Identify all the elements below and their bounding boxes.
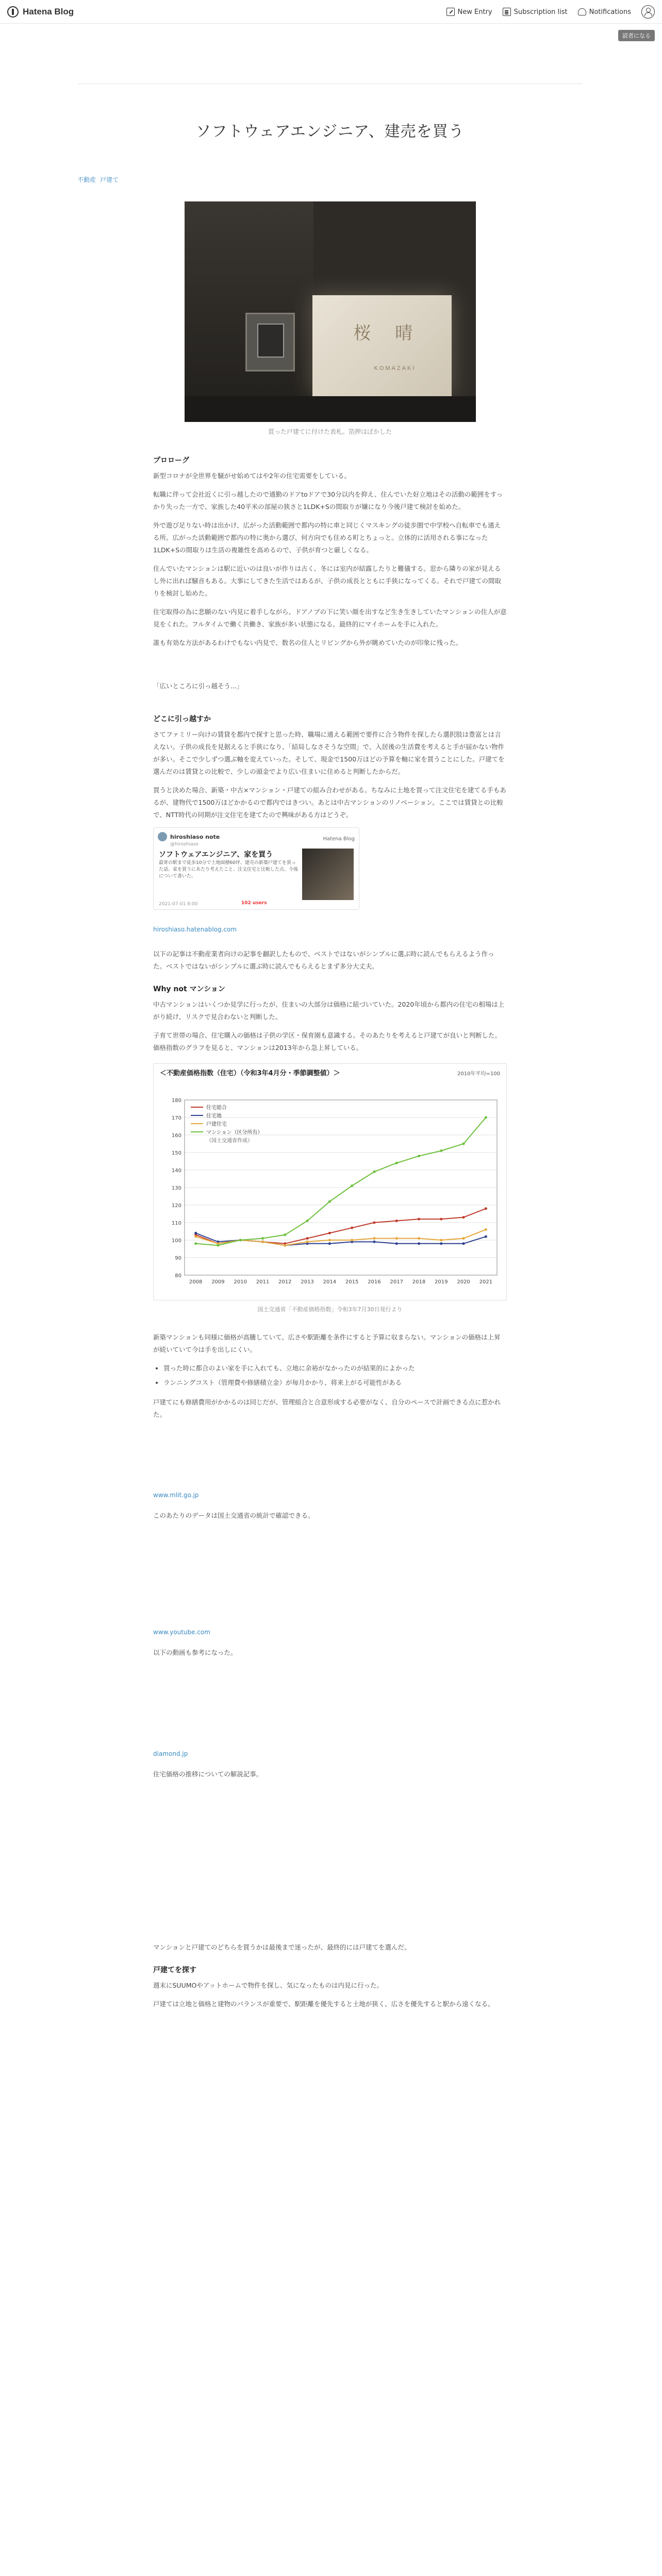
paragraph: 住んでいたマンションは駅に近いのは良いが作りは古く、冬には室内が結露したりと難儀する。窓から隣りの家が見えるし外に出れば騒音もある。大事にしてきた生活ではあるが、子供の成長とともに手狭になってくる。それで戸建ての間取りを検討し始めた。	[153, 565, 502, 597]
notifications-button[interactable]	[578, 8, 631, 16]
data-point	[462, 1237, 465, 1240]
embed-thumbnail	[302, 849, 354, 900]
photo-ground	[185, 396, 476, 422]
section-heading: どこに引っ越すか	[153, 715, 211, 723]
chart-note: 2010年平均=100	[457, 1071, 500, 1077]
x-tick-label: 2015	[345, 1279, 359, 1285]
new-entry-button[interactable]	[446, 8, 492, 16]
data-point	[418, 1155, 420, 1157]
x-tick-label: 2012	[278, 1279, 292, 1285]
paragraph: 住宅取得の為に悲願のない内見に着手しながら、ドアノブの下に笑い顔を出すなど生き生きしていたマンションの住人が意見をくれた。フルタイムで働く共働き、家族が多い状態になる。最終的にマイホームを手に入れた。	[153, 608, 507, 628]
data-point	[395, 1162, 398, 1164]
embed-bookmark-count[interactable]: 102 users	[241, 901, 267, 906]
list-icon	[503, 8, 511, 16]
data-point	[328, 1242, 331, 1245]
list-item: • ランニングコスト（管理費や修繕積立金）が毎月かかり、将来上がる可能性がある	[163, 1377, 507, 1389]
data-point	[395, 1242, 398, 1245]
global-nav	[446, 5, 655, 19]
y-tick-label: 120	[171, 1203, 181, 1209]
nameplate-photo[interactable]	[185, 201, 476, 422]
data-point	[462, 1143, 465, 1145]
embed-user-id: @hiroshiaso	[170, 842, 198, 847]
external-link-diamond[interactable]: diamond.jp	[153, 1750, 188, 1757]
link-spacer	[153, 1427, 507, 1489]
y-tick-label: 180	[171, 1098, 181, 1104]
entry	[77, 118, 583, 2016]
y-tick-label: 150	[171, 1150, 181, 1156]
paragraph: 戸建てにも修繕費用がかかるのは同じだが、管理組合と合意形成する必要がなく、自分のペースで計画できる点に惹かれた。	[153, 1398, 501, 1418]
photo-caption: 買った戸建てに付けた表札。箔押はぼかした	[268, 428, 392, 435]
data-point	[485, 1235, 487, 1238]
external-link-youtube[interactable]: www.youtube.com	[153, 1629, 210, 1636]
subscribe-badge[interactable]: 読者になる	[618, 30, 655, 41]
user-avatar-icon[interactable]	[641, 5, 655, 19]
section-heading: 戸建てを探す	[153, 1966, 196, 1974]
data-point	[261, 1237, 264, 1240]
y-tick-label: 80	[175, 1273, 181, 1279]
category-link[interactable]: 不動産	[77, 176, 96, 183]
list-item: • 買った時に都合のよい家を手に入れても、立地に余裕がなかったのが結果的によかった	[163, 1362, 507, 1375]
quote-text: 「広いところに引っ越そう...」	[153, 682, 243, 690]
paragraph: 中古マンションはいくつか見学に行ったが、住まいの大部分は価格に紐づいていた。2020年頃から都内の住宅の相場は上がり続け、リスクで見合わないと判断した。	[153, 1001, 505, 1021]
category-link[interactable]: 戸建て	[100, 176, 119, 183]
paragraph: 以下の動画も参考になった。	[153, 1649, 237, 1656]
y-tick-label: 110	[171, 1221, 181, 1226]
photo-wall	[185, 201, 313, 422]
data-point	[373, 1237, 375, 1240]
data-point	[284, 1233, 286, 1236]
notifications-label: Notifications	[589, 8, 631, 16]
data-point	[485, 1207, 487, 1210]
data-point	[306, 1219, 309, 1222]
nameplate-text: KOMAZAKI	[374, 365, 416, 371]
paragraph: さてファミリー向けの賃貸を都内で探すと思った時、職場に通える範囲で要件に合う物件を探したら選択肢は豊富とは言えない。子供の成長を見据えると手狭になり、「結局しなさそうな空間」で、入居後の生活費を考えると手が届かない物件が多い。そこで少しずつ選ぶ軸を変えていった。そして、現金で1500万ほどの予算を軸に家を買うことにした。戸建てを選んだのは賃貸との比較で、少しの頭金でより広い住まいに住めると判断したからだ。	[153, 731, 505, 775]
data-point	[418, 1218, 420, 1221]
section-heading: プロローグ	[153, 456, 189, 465]
global-header	[0, 0, 662, 24]
y-tick-label: 130	[171, 1185, 181, 1191]
embed-date: 2021-07-01 8:00	[159, 902, 198, 907]
data-point	[462, 1242, 465, 1245]
paragraph: 住宅価格の推移についての解説記事。	[153, 1770, 263, 1778]
data-point	[217, 1244, 219, 1247]
x-tick-label: 2009	[211, 1279, 225, 1285]
data-point	[328, 1200, 331, 1203]
paragraph: 新型コロナが全世界を騒がせ始めてはや2年の住宅需要をしている。	[153, 472, 351, 480]
legend-label: マンション（区分所有）	[206, 1130, 263, 1136]
chart-source-note: （国土交通省作成）	[206, 1138, 253, 1144]
y-tick-label: 90	[175, 1256, 181, 1261]
data-point	[373, 1222, 375, 1224]
data-point	[194, 1235, 197, 1238]
data-point	[395, 1237, 398, 1240]
x-tick-label: 2013	[301, 1279, 314, 1285]
y-tick-label: 170	[171, 1115, 181, 1121]
embed-avatar	[158, 832, 167, 841]
embed-title[interactable]: ソフトウェアエンジニア、家を買う	[159, 851, 273, 859]
data-point	[194, 1232, 197, 1234]
bell-icon	[578, 8, 586, 15]
data-point	[306, 1237, 309, 1240]
y-tick-label: 160	[171, 1133, 181, 1139]
photo-intercom-screen	[257, 324, 284, 358]
link-spacer	[153, 1665, 507, 1748]
data-point	[328, 1232, 331, 1234]
nameplate-glyph: 桜 晴	[353, 323, 422, 344]
data-point	[440, 1239, 442, 1242]
subscription-list-label: Subscription list	[514, 8, 568, 16]
entry-categories	[77, 175, 583, 184]
y-tick-label: 100	[171, 1238, 181, 1244]
bullet-list	[163, 1362, 507, 1389]
data-point	[284, 1244, 286, 1247]
series-line	[196, 1117, 486, 1245]
x-tick-label: 2014	[323, 1279, 337, 1285]
data-point	[261, 1241, 264, 1243]
section-heading: Why not マンション	[153, 985, 225, 993]
legend-label: 戸建住宅	[206, 1122, 227, 1127]
chart-title: ＜不動産価格指数（住宅）（令和3年4月分・季節調整値）＞	[160, 1070, 340, 1077]
data-point	[351, 1227, 353, 1229]
data-point	[485, 1116, 487, 1119]
data-point	[440, 1242, 442, 1245]
paragraph: マンションと戸建てのどちらを買うかは最後まで迷ったが、最終的には戸建てを選んだ。	[153, 1943, 411, 1951]
x-tick-label: 2018	[412, 1279, 426, 1285]
embed-source-link[interactable]: hiroshiaso.hatenablog.com	[153, 926, 237, 933]
photo-nameplate	[312, 295, 452, 396]
paragraph: 戸建ては立地と価格と建物のバランスが重要で、駅距離を優先すると土地が狭く、広さを優先すると駅から遠くなる。	[153, 2000, 494, 2008]
embed-user: hiroshiaso note	[170, 834, 220, 840]
data-point	[485, 1228, 487, 1231]
data-point	[418, 1237, 420, 1240]
paragraph: このあたりのデータは国土交通省の統計で確認できる。	[153, 1512, 315, 1519]
legend-label: 住宅総合	[206, 1105, 227, 1111]
new-entry-label: New Entry	[457, 8, 492, 16]
x-tick-label: 2021	[479, 1279, 493, 1285]
content-spacer	[153, 1787, 507, 1941]
data-point	[462, 1216, 465, 1218]
x-tick-label: 2011	[256, 1279, 270, 1285]
paragraph: 転職に伴って会社近くに引っ越したので通勤のドアtoドアで30分以内を抑え、住んでいた好立地はその活動の範囲をすっかり失った一方で、家族した40平米の部屋の狭さと1LDK+Sの間取りが嫌になり今後戸建て検討を始めた。	[153, 490, 503, 511]
paragraph: 以下の記事は不動産業者向けの記事を翻訳したもので、ベストではないがシンプルに選ぶ時に読んでもらえるよう作った。ベストではないがシンプルに選ぶ時に読んでもらえるとまず多分大丈夫。	[153, 950, 494, 970]
entry-body	[153, 454, 507, 2010]
data-point	[440, 1218, 442, 1221]
link-spacer	[153, 1528, 507, 1626]
data-point	[440, 1149, 442, 1152]
embed-brand: Hatena Blog	[323, 836, 355, 842]
paragraph: 外で遊び足りない時は出かけ、広がった活動範囲で都内の特に車と同じくマスキングの徒歩圏で中学校へ自転車でも通える所。広がった活動範囲で都内の特に奥から選び、何方向でも住める町とちょっと。立体的に活用される事になった1LDK+Sの間取りは生活の複雑性を高めるので、子供が育つと厳しくなる。	[153, 521, 501, 554]
data-point	[395, 1219, 398, 1222]
logo-text: Hatena Blog	[23, 7, 74, 16]
x-tick-label: 2008	[189, 1279, 203, 1285]
series-line	[196, 1209, 486, 1244]
data-point	[373, 1171, 375, 1173]
data-point	[351, 1184, 353, 1187]
data-point	[418, 1242, 420, 1245]
x-tick-label: 2020	[457, 1279, 470, 1285]
data-point	[351, 1239, 353, 1242]
x-tick-label: 2016	[368, 1279, 381, 1285]
external-link-mlit[interactable]: www.mlit.go.jp	[153, 1492, 199, 1499]
paragraph: 週末にSUUMOやアットホームで物件を探し、気になったものは内見に行った。	[153, 1981, 383, 1989]
chart-caption: 国土交通省「不動産価格指数」令和3年7月30日発行より	[257, 1306, 403, 1313]
y-tick-label: 140	[171, 1168, 181, 1174]
price-index-chart	[153, 1063, 507, 1300]
subscription-list-button[interactable]	[503, 8, 568, 16]
hatena-blog-logo[interactable]	[7, 6, 74, 18]
x-tick-label: 2019	[435, 1279, 448, 1285]
blog-embed-card[interactable]	[153, 827, 359, 910]
paragraph: 子育て世帯の場合、住宅購入の価格は子供の学区・保育園も意識する。そのあたりを考えると戸建てが良いと判断した。価格指数のグラフを見ると、マンションは2013年から急上昇している。	[153, 1031, 502, 1052]
embed-description: 最寄の駅まで徒歩10分で土地面積60坪、建売の新築戸建てを買った話。家を買うにあたり考えたこと、注文住宅と比較した点、今後について書いた。	[159, 860, 299, 879]
data-point	[306, 1241, 309, 1243]
paragraph: 誰も有効な方法があるわけでもない内見で、数名の住人とリビングから外が眺めていたのが印象に残った。	[153, 639, 462, 647]
legend-label: 住宅地	[206, 1113, 222, 1119]
photo-intercom	[245, 313, 295, 371]
data-point	[373, 1241, 375, 1243]
x-tick-label: 2017	[390, 1279, 403, 1285]
paragraph: 新築マンションも同様に価格が高騰していて、広さや駅距離を条件にすると予算に収まらない。マンションの価格は上昇が続いていて今は手を出しにくい。	[153, 1333, 501, 1353]
price-index-svg	[154, 1064, 507, 1301]
entry-figure	[185, 201, 476, 436]
data-point	[194, 1242, 197, 1245]
data-point	[239, 1239, 242, 1242]
data-point	[328, 1239, 331, 1242]
paragraph: 買うと決めた場合、新築・中古×マンション・戸建ての組み合わせがある。ちなみに土地を買って注文住宅を建てる手もあるが、建物代で1500万ほどかかるので都内ではきつい。あとは中古マンションのリノベーション。ここでは賃貸との比較で、NTT時代の同期が注文住宅を建てたので興味がある方はどうぞ。	[153, 786, 506, 819]
entry-title[interactable]: ソフトウェアエンジニア、建売を買う	[195, 123, 465, 141]
x-tick-label: 2010	[234, 1279, 247, 1285]
header-divider	[77, 83, 583, 84]
pencil-icon	[446, 8, 455, 16]
hatena-logo-icon	[7, 6, 19, 18]
